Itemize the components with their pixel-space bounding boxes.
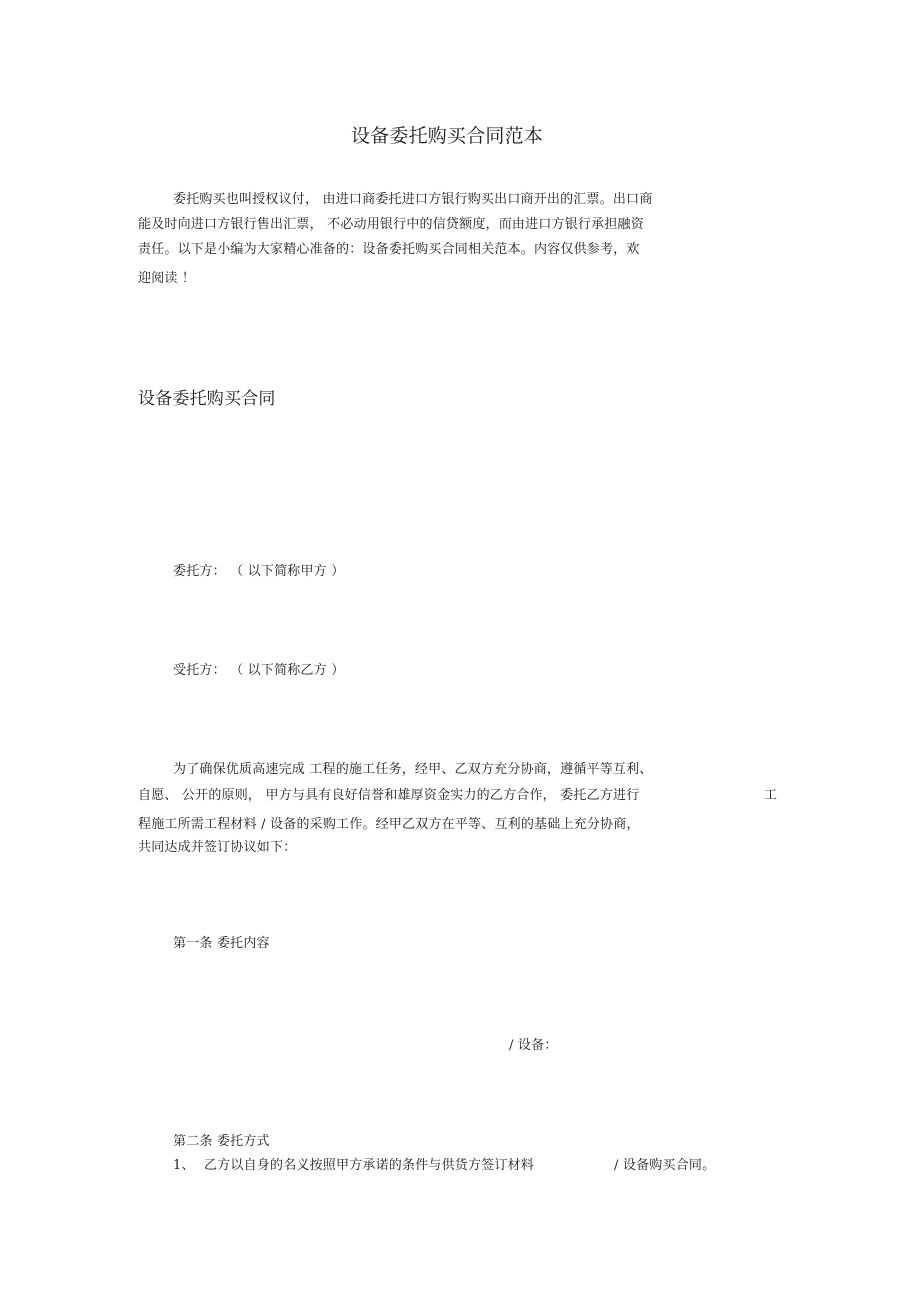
- party-b-line: 受托方： （ 以下简称乙方 ）: [173, 663, 345, 678]
- preamble-line: 为了确保优质高速完成 工程的施工任务，经甲、乙双方充分协商，遵循平等互利、: [173, 762, 653, 777]
- article-2-item-text: 乙方以自身的名义按照甲方承诺的条件与供货方签订材料: [204, 1158, 535, 1173]
- intro-line: 迎阅读 ！: [138, 271, 196, 286]
- preamble-line: 程施工所需工程材料 / 设备的采购工作。经甲乙双方在平等、互利的基础上充分协商，: [138, 817, 640, 832]
- intro-line: 责任。以下是小编为大家精心准备的：设备委托购买合同相关范本。内容仅供参考，欢: [138, 242, 640, 257]
- article-2-heading: 第二条 委托方式: [173, 1134, 270, 1149]
- article-2-item-number: 1、: [173, 1158, 195, 1173]
- contract-heading: 设备委托购买合同: [138, 389, 276, 409]
- article-2-item-tail: / 设备购买合同。: [614, 1158, 716, 1173]
- preamble-line: 共同达成并签订协议如下：: [138, 840, 297, 855]
- page-title: 设备委托购买合同范本: [351, 125, 544, 147]
- intro-line: 能及时向进口方银行售出汇票， 不必动用银行中的信贷额度，而由进口方银行承担融资: [138, 217, 644, 232]
- party-a-line: 委托方： （ 以下简称甲方 ）: [173, 564, 345, 579]
- preamble-line-tail: 工: [764, 788, 778, 803]
- article-1-line: / 设备：: [509, 1038, 558, 1053]
- preamble-line: 自愿、 公开的原则， 甲方与具有良好信誉和雄厚资金实力的乙方合作， 委托乙方进行: [138, 788, 640, 803]
- intro-line: 委托购买也叫授权议付， 由进口商委托进口方银行购买出口商开出的汇票。出口商: [173, 192, 653, 207]
- article-1-heading: 第一条 委托内容: [173, 936, 270, 951]
